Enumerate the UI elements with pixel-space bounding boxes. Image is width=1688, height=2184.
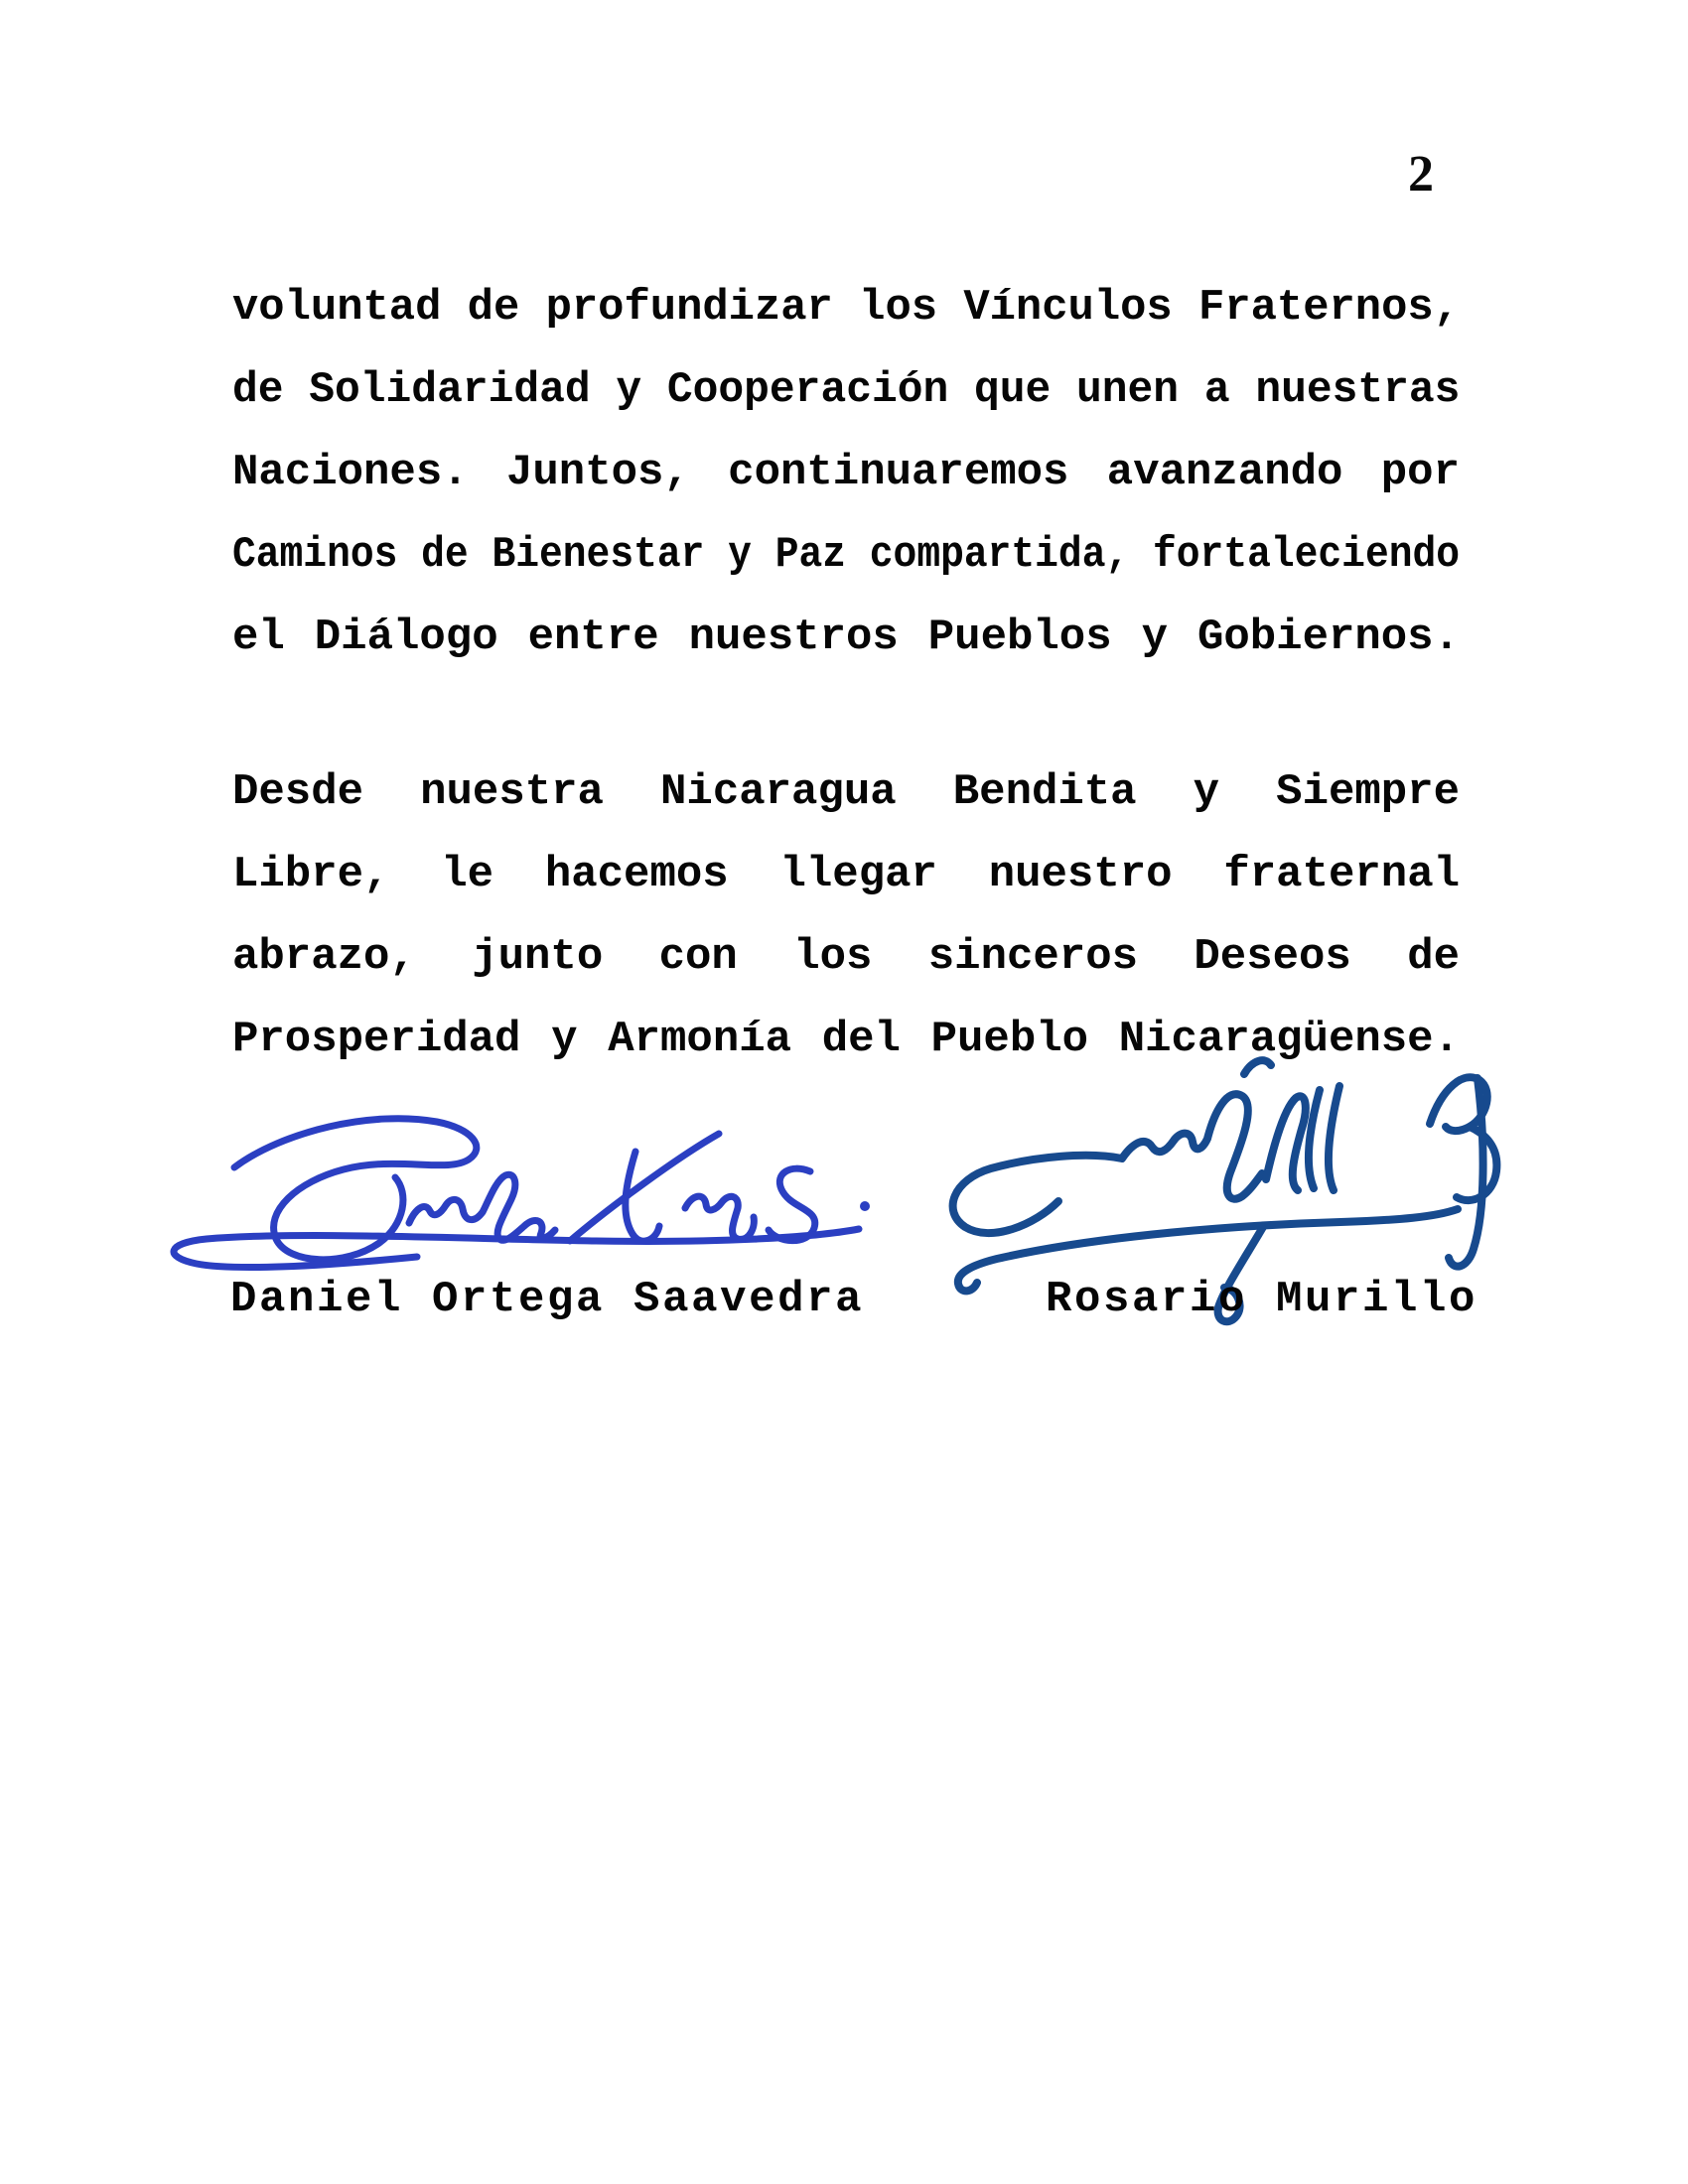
letter-body (232, 267, 1460, 1081)
daniel-ortega-signature-icon (149, 1082, 884, 1291)
letter-line: Caminos de Bienestar y Paz compartida, fortaleciendo (232, 530, 1461, 580)
letter-line: voluntad de profundizar los Vínculos Fraternos, (232, 283, 1461, 333)
letter-line: abrazo, junto con los sinceros Deseos de (232, 932, 1460, 982)
letter-line: de Solidaridad y Cooperación que unen a nuestras (232, 365, 1461, 415)
letter-line: Naciones. Juntos, continuaremos avanzando por (232, 448, 1460, 497)
letter-line: Desde nuestra Nicaragua Bendita y Siempre (232, 767, 1460, 817)
letter-line: Prosperidad y Armonía del Pueblo Nicaragüense. (232, 1015, 1460, 1064)
paragraph-1 (232, 267, 1460, 679)
signatory-name-rosario-murillo: Rosario Murillo (1046, 1275, 1478, 1324)
paragraph-2 (232, 751, 1460, 1081)
page-number: 2 (1408, 146, 1434, 203)
signatory-name-daniel-ortega: Daniel Ortega Saavedra (230, 1275, 865, 1324)
letter-line: el Diálogo entre nuestros Pueblos y Gobiernos. (232, 613, 1460, 662)
letter-line: Libre, le hacemos llegar nuestro fraternal (232, 850, 1460, 899)
